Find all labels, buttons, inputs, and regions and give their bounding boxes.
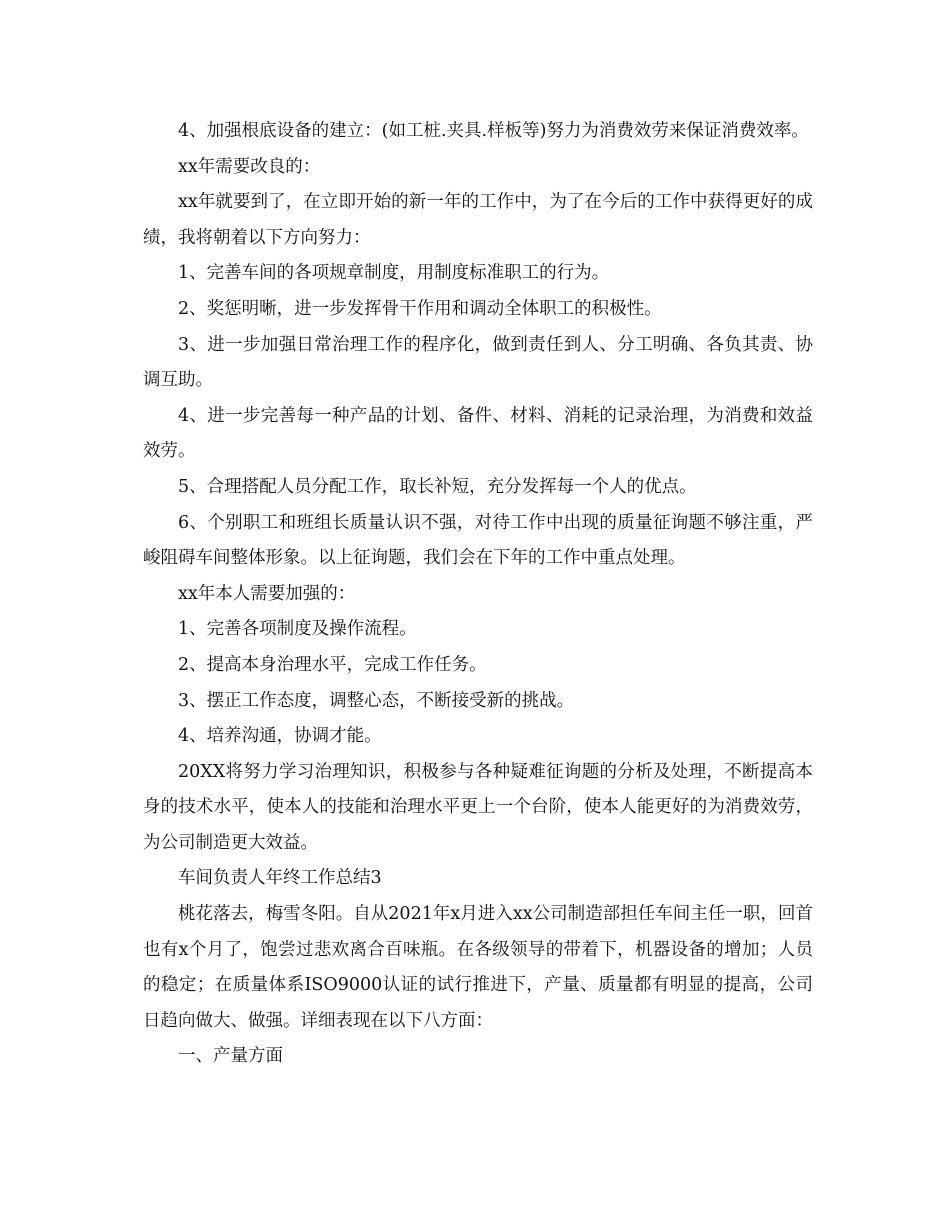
document-body xyxy=(143,114,813,1075)
paragraph-self-item-2: 2、提高本身治理水平，完成工作任务。 xyxy=(178,654,487,675)
paragraph-improvement-item-6: 6、个别职工和班组长质量认识不强，对待工作中出现的质量征询题不够注重，严峻阻碍车间整体形象。以上征询题，我们会在下年的工作中重点处理。 xyxy=(143,512,813,569)
paragraph-improvement-item-1: 1、完善车间的各项规章制度，用制度标准职工的行为。 xyxy=(178,263,610,284)
subheading-output: 一、产量方面 xyxy=(178,1046,283,1067)
paragraph-summary-3-intro: 桃花落去，梅雪冬阳。自从2021年x月进入xx公司制造部担任车间主任一职，回首也有x个月了，饱尝过悲欢离合百味瓶。在各级领导的带着下，机器设备的增加；人员的稳定；在质量体系ISO9000认证的试行推进下，产量、质量都有明显的提高，公司日趋向做大、做强。详细表现在以下八方面： xyxy=(143,904,813,1031)
paragraph-equipment-item-4: 4、加强根底设备的建立：(如工桩.夹具.样板等)努力为消费效劳来保证消费效率。 xyxy=(178,121,809,141)
paragraph-self-item-1: 1、完善各项制度及操作流程。 xyxy=(178,619,417,640)
paragraph-outlook: 20XX将努力学习治理知识，积极参与各种疑难征询题的分析及处理，不断提高本身的技术水平，使本人的技能和治理水平更上一个台阶，使本人能更好的为消费效劳，为公司制造更大效益。 xyxy=(143,761,813,853)
paragraph-self-improvement-heading: xx年本人需要加强的： xyxy=(178,583,356,604)
paragraph-improvement-item-2: 2、奖惩明晰，进一步发挥骨干作用和调动全体职工的积极性。 xyxy=(178,298,662,319)
paragraph-improvement-item-4: 4、进一步完善每一种产品的计划、备件、材料、消耗的记录治理，为消费和效益效劳。 xyxy=(143,405,813,462)
paragraph-self-item-3: 3、摆正工作态度，调整心态，不断接受新的挑战。 xyxy=(178,690,575,711)
paragraph-self-item-4: 4、培养沟通，协调才能。 xyxy=(178,726,382,747)
paragraph-new-year-intro: xx年就要到了，在立即开始的新一年的工作中，为了在今后的工作中获得更好的成绩，我将朝着以下方向努力： xyxy=(143,192,813,248)
paragraph-improvement-heading: xx年需要改良的： xyxy=(178,156,321,177)
section-title-summary-3: 车间负责人年终工作总结3 xyxy=(178,868,382,889)
paragraph-improvement-item-3: 3、进一步加强日常治理工作的程序化，做到责任到人、分工明确、各负其责、协调互助。 xyxy=(143,334,813,391)
paragraph-improvement-item-5: 5、合理搭配人员分配工作，取长补短，充分发挥每一个人的优点。 xyxy=(178,476,697,497)
